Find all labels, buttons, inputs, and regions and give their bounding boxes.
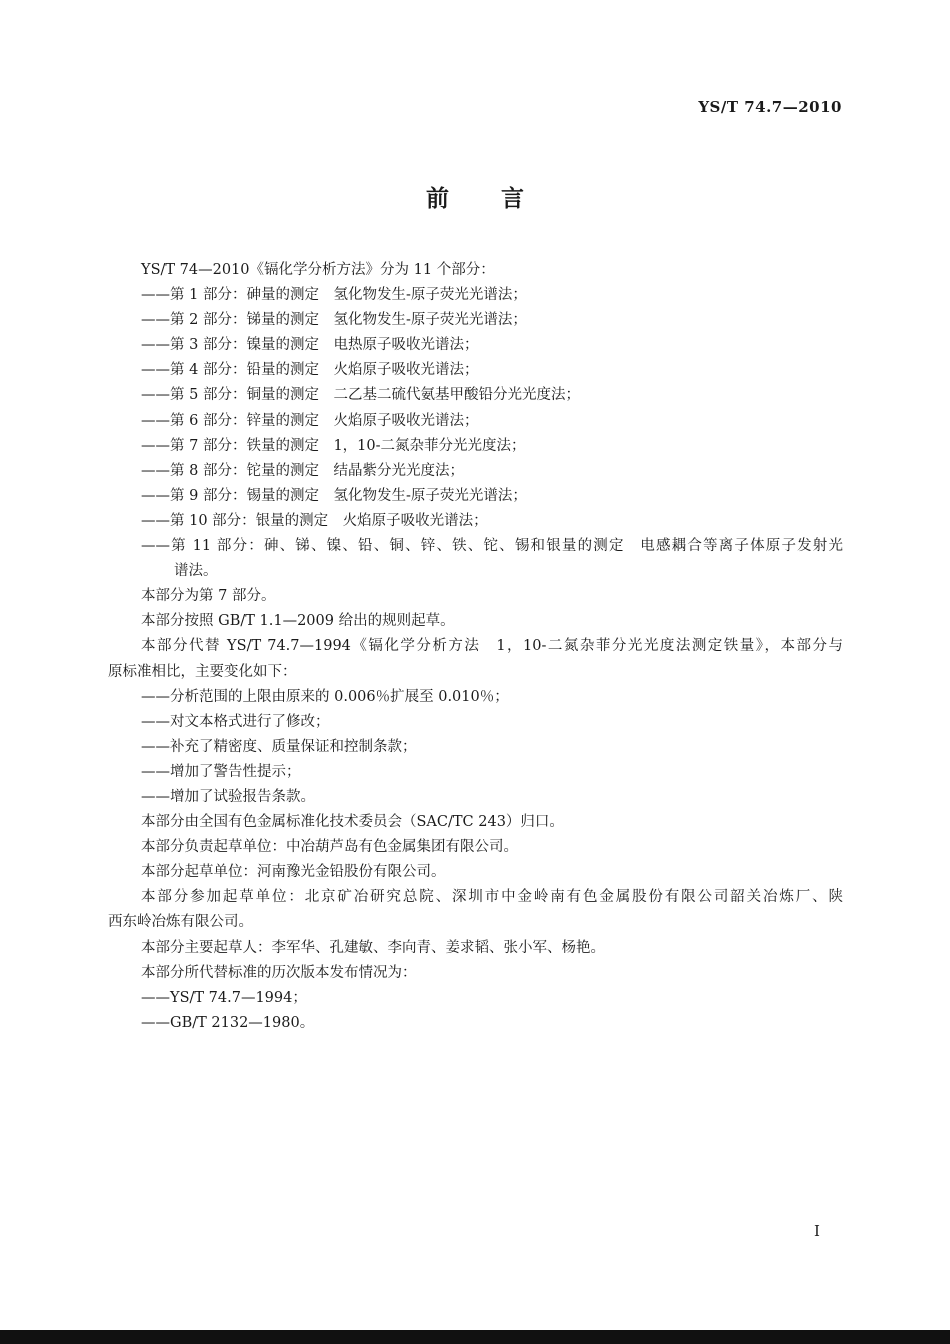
body-paragraph-continuation: 原标准相比，主要变化如下：: [108, 663, 297, 680]
body-paragraph: 本部分起草单位：河南豫光金铅股份有限公司。: [141, 864, 446, 881]
body-paragraph: 本部分按照 GB/T 1.1—2009 给出的规则起草。: [141, 613, 455, 630]
part-list-item: ——第 5 部分：铜量的测定 二乙基二硫代氨基甲酸铅分光光度法；: [141, 387, 580, 404]
foreword-body: [108, 258, 843, 1036]
part-list-item: ——第 2 部分：锑量的测定 氢化物发生-原子荧光光谱法；: [141, 312, 527, 329]
part-list-item: ——第 6 部分：锌量的测定 火焰原子吸收光谱法；: [141, 412, 479, 429]
part-list-item: ——第 11 部分：砷、锑、镍、铅、铜、锌、铁、铊、锡和银量的测定 电感耦合等离子体原子发射光: [141, 538, 843, 555]
change-list-item: ——分析范围的上限由原来的 0.006％扩展至 0.010％；: [141, 688, 509, 705]
part-list-item: ——第 3 部分：镍量的测定 电热原子吸收光谱法；: [141, 337, 479, 354]
part-list-item: ——第 9 部分：锡量的测定 氢化物发生-原子荧光光谱法；: [141, 487, 527, 504]
part-list-item: ——第 7 部分：铁量的测定 1，10-二氮杂菲分光光度法；: [141, 437, 526, 454]
intro-paragraph: YS/T 74—2010《镉化学分析方法》分为 11 个部分：: [141, 262, 495, 278]
change-list-item: ——增加了试验报告条款。: [141, 788, 315, 805]
change-list-item: ——增加了警告性提示；: [141, 763, 301, 780]
body-paragraph-continuation: 西东岭冶炼有限公司。: [108, 914, 253, 931]
version-list-item: ——YS/T 74.7—1994；: [141, 989, 307, 1006]
part-list-item-continuation: 谱法。: [174, 563, 218, 580]
body-paragraph: 本部分由全国有色金属标准化技术委员会（SAC/TC 243）归口。: [141, 814, 564, 831]
page-title: 前言: [426, 185, 576, 212]
version-list-item: ——GB/T 2132—1980。: [141, 1014, 315, 1031]
standard-number: YS/T 74.7—2010: [698, 98, 842, 116]
body-paragraph: 本部分负责起草单位：中冶葫芦岛有色金属集团有限公司。: [141, 839, 518, 856]
body-paragraph: 本部分主要起草人：李军华、孔建敏、李向青、姜求韬、张小军、杨艳。: [141, 939, 605, 956]
change-list-item: ——补充了精密度、质量保证和控制条款；: [141, 738, 417, 755]
body-paragraph: 本部分所代替标准的历次版本发布情况为：: [141, 964, 417, 981]
change-list-item: ——对文本格式进行了修改；: [141, 713, 330, 730]
body-paragraph: 本部分为第 7 部分。: [141, 588, 276, 605]
part-list-item: ——第 1 部分：砷量的测定 氢化物发生-原子荧光光谱法；: [141, 287, 527, 304]
body-paragraph: 本部分代替 YS/T 74.7—1994《镉化学分析方法 1，10-二氮杂菲分光光度法测定铁量》，本部分与: [141, 638, 843, 655]
bottom-border: [0, 1330, 950, 1344]
part-list-item: ——第 8 部分：铊量的测定 结晶紫分光光度法；: [141, 462, 464, 479]
body-paragraph: 本部分参加起草单位：北京矿冶研究总院、深圳市中金岭南有色金属股份有限公司韶关冶炼厂、陕: [141, 889, 843, 906]
part-list-item: ——第 10 部分：银量的测定 火焰原子吸收光谱法；: [141, 512, 488, 529]
page-number: I: [814, 1222, 820, 1240]
part-list-item: ——第 4 部分：铅量的测定 火焰原子吸收光谱法；: [141, 362, 479, 379]
